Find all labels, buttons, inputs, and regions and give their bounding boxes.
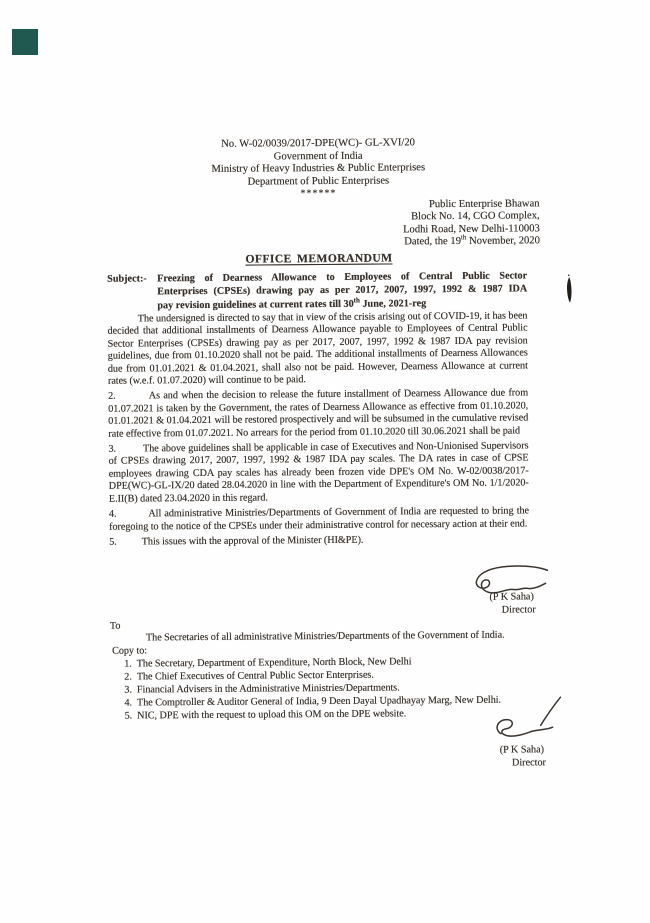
paragraph-1: The undersigned is directed to say that in view of the crisis arising out of COVID-19, it has been decided that additional installments of Dearness Allowance payable to Employees of Central Public Sector Enterprises (CPSEs) drawing pay as per 2017, 2007, 1997, 1992 & 1987 IDA pay revision guidelines, due from 01.10.2020 shall not be paid. The additional installments of Dearness Allowances due from 01.01.2021 & 01.04.2021, shall also not be paid. However, Dearness Allowance at current rates (w.e.f. 01.07.2020) will continue to be paid. — [107, 310, 528, 387]
subject-line-2: Enterprises (CPSEs) drawing pay as per 2017, 2007, 1997, 1992 & 1987 IDA — [157, 283, 528, 298]
org-line-govt: Government of India — [273, 150, 363, 162]
paragraph-2: 2. As and when the decision to release the future installment of Dearness Allowance due from 01.07.2021 is taken by the Government, the rates of Dearness Allowance as effective from 01.10.2020, 01.01.2021 & 01.04.2021 will be restored prospectively and will be subsumed in the cumulative revised rate effective from 01.07.2021. No arrears for the period from 01.10.2020 till 30.06.2021 shall be paid — [108, 387, 529, 440]
subject-line-3-suffix: June, 2021-reg — [359, 298, 427, 310]
copy-to-item-2: 2. The Chief Executives of Central Public Sector Enterprises. — [124, 669, 374, 683]
memo-body — [107, 310, 529, 552]
copy-to-item-5: 5. NIC, DPE with the request to upload this OM on the DPE website. — [124, 708, 407, 722]
date-suffix: November, 2020 — [466, 235, 540, 248]
signatory-name-2: (P K Saha) — [499, 744, 545, 756]
subject-text — [157, 269, 527, 312]
date-line — [104, 233, 540, 252]
org-line-ministry: Ministry of Heavy Industries & Public Enterprises — [211, 162, 426, 175]
subject-block — [107, 269, 527, 313]
copy-to-item-4: 4. The Comptroller & Auditor General of India, 9 Deen Dayal Upadhayay Marg, New Delhi. — [124, 694, 502, 709]
address-line-3: Lodhi Road, New Delhi-110003 — [403, 223, 540, 236]
subject-line-1: Freezing of Dearness Allowance to Employees of Central Public Sector — [157, 270, 528, 285]
signature-stroke-2 — [488, 695, 564, 746]
address-line-1: Public Enterprise Bhawan — [428, 198, 540, 211]
page-title: OFFICE MEMORANDUM — [245, 251, 393, 266]
separator-stars: ****** — [300, 187, 337, 200]
paragraph-3: 3. The above guidelines shall be applicable in case of Executives and Non-Unionised Supervisors of CPSEs drawing 2017, 2007, 1997, 1992 & 1987 IDA pay scales. The DA rates in case of CPSE employees drawing CDA pay scales has already been frozen vide DPE's OM No. W-02/0038/2017-DPE(WC)-GL-IX/20 dated 28.04.2020 in line with the Department of Expenditure's OM No. 1/1/2020- E.II(B) dated 23.04.2020 in this regard. — [108, 440, 529, 505]
subject-label: Subject:- — [107, 273, 147, 285]
signatory-name-1: (P K Saha) — [489, 591, 534, 603]
ink-blot — [564, 274, 576, 304]
letterhead — [103, 136, 533, 200]
subject-line-3-ordinal: th — [353, 296, 360, 305]
to-addressee: The Secretaries of all administrative Ministries/Departments of the Government of India. — [145, 630, 505, 644]
org-line-department: Department of Public Enterprises — [247, 174, 390, 188]
address-line-2: Block No. 14, CGO Complex, — [411, 210, 540, 223]
subject-line-3-prefix: pay revision guidelines at current rates till 30 — [157, 298, 354, 312]
date-prefix: Dated, the 19 — [404, 236, 462, 248]
copy-to-item-1: 1. The Secretary, Department of Expenditure, North Block, New Delhi — [124, 656, 412, 670]
reference-number: No. W-02/0039/2017-DPE(WC)- GL-XVI/20 — [221, 137, 415, 150]
paragraph-4: 4. All administrative Ministries/Departments of Government of India are requested to bring the foregoing to the notice of the CPSEs under their administrative control for necessary action at their end. — [108, 505, 530, 533]
to-label: To — [109, 620, 121, 632]
signatory-title-1: Director — [501, 604, 536, 616]
address-block — [104, 198, 540, 251]
copy-to-item-3: 3. Financial Advisers in the Administrative Ministries/Departments. — [124, 682, 400, 696]
paragraph-5: 5. This issues with the approval of the Minister (HI&PE). — [109, 534, 364, 548]
signatory-title-2: Director — [511, 757, 546, 769]
date-ordinal: th — [460, 233, 467, 242]
copy-to-label: Copy to: — [112, 645, 148, 657]
distribution-block — [110, 617, 531, 723]
